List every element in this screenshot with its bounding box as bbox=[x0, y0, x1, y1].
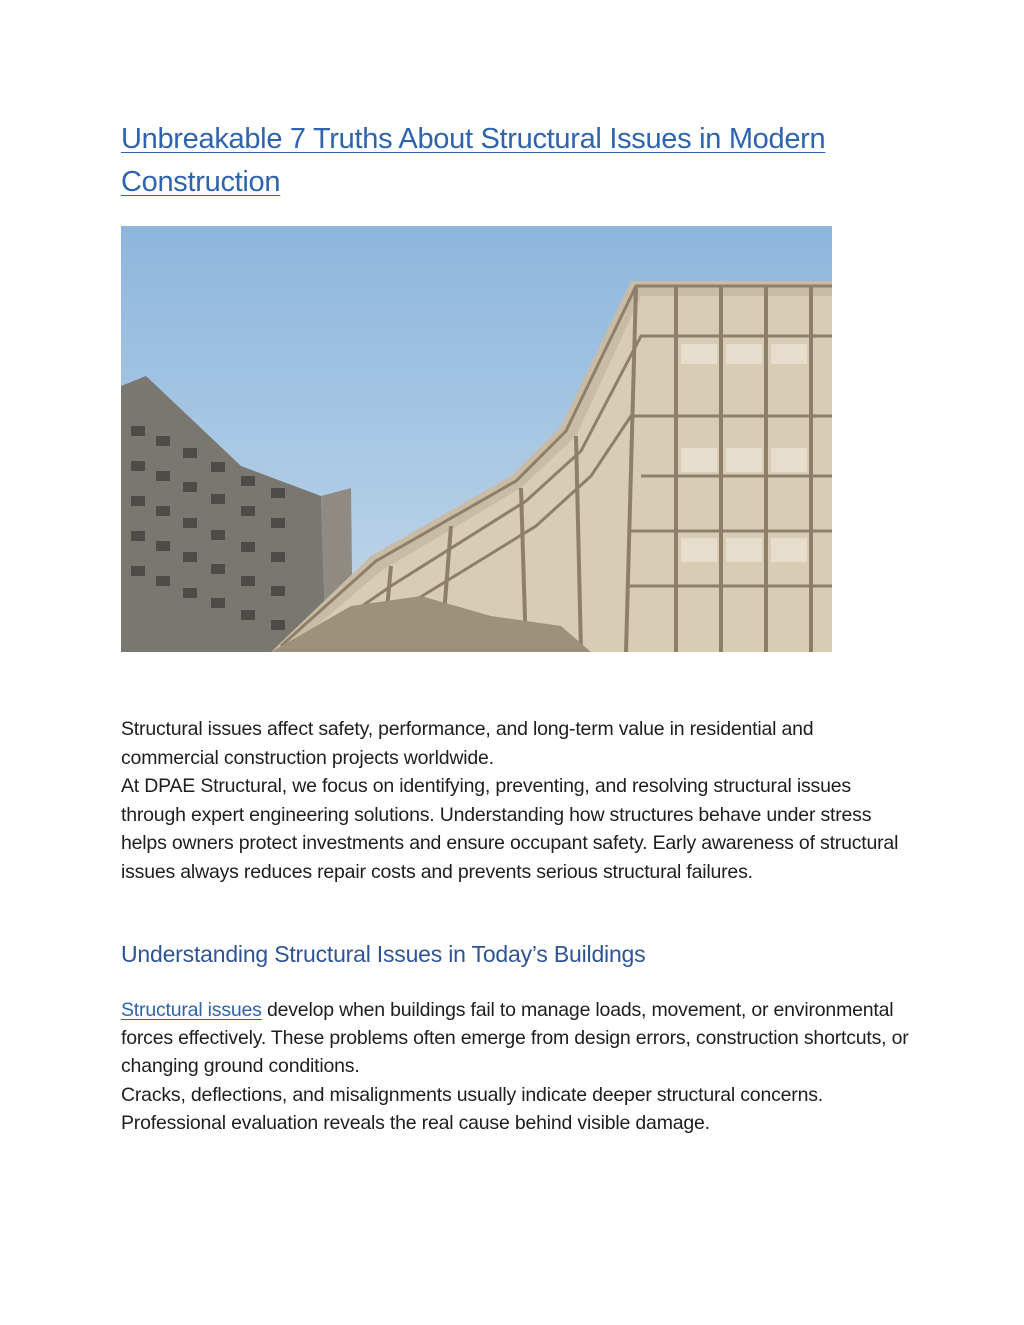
section-paragraph-1-text: develop when buildings fail to manage loads, movement, or environmental forces effectively. These problems often emerge from design errors, construction shortcuts, or changing ground conditions. bbox=[121, 999, 909, 1078]
article-title-link[interactable]: Unbreakable 7 Truths About Structural Issues in Modern Construction bbox=[121, 123, 826, 198]
hero-image bbox=[121, 226, 832, 652]
intro-text bbox=[121, 715, 911, 887]
section-paragraph-1 bbox=[121, 996, 911, 1081]
structural-issues-link[interactable]: Structural issues bbox=[121, 999, 262, 1021]
intro-paragraph-1: Structural issues affect safety, performance, and long-term value in residential and commercial construction projects worldwide. bbox=[121, 718, 814, 769]
section-text bbox=[121, 996, 911, 1137]
section-heading: Understanding Structural Issues in Today’s Buildings bbox=[121, 941, 646, 967]
section-paragraph-2: Cracks, deflections, and misalignments usually indicate deeper structural concerns. Professional evaluation reveals the real cause behind visible damage. bbox=[121, 1083, 823, 1134]
intro-paragraph-2: At DPAE Structural, we focus on identifying, preventing, and resolving structural issues through expert engineering solutions. Understanding how structures behave under stress helps owners protect investments and ensure occupant safety. Early awareness of structural issues always reduces repair costs and prevents serious structural failures. bbox=[121, 775, 899, 883]
